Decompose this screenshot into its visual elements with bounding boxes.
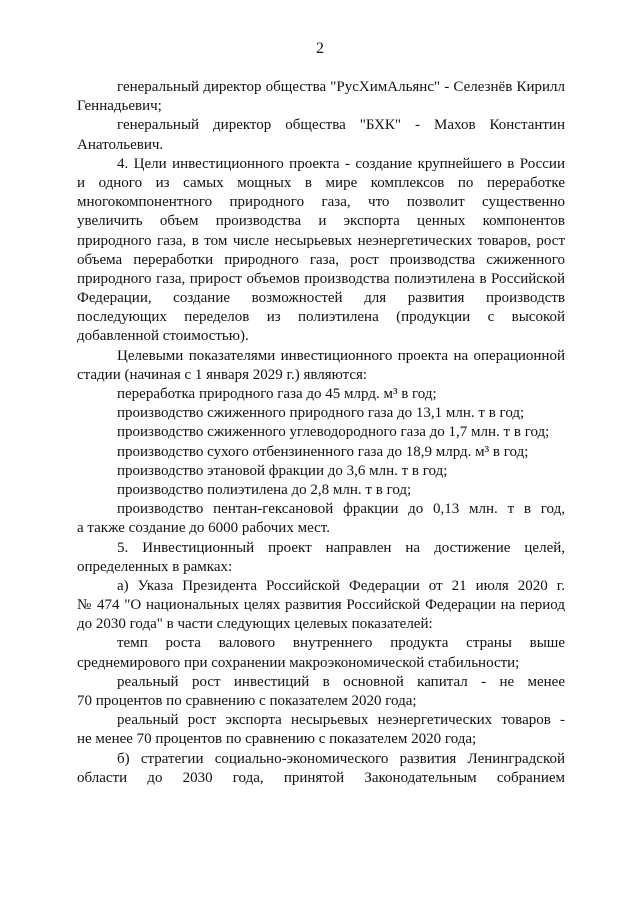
page-number: 2 (316, 40, 324, 57)
text-line: многокомпонентного природного газа, что позволит существенно (77, 194, 565, 211)
text-line: природного газа, в том числе несырьевых неэнергетических товаров, рост (77, 232, 565, 249)
text-line: стадии (начиная с 1 января 2029 г.) являются: (77, 366, 368, 383)
text-line: последующих переделов из полиэтилена (продукции с высокой (77, 309, 565, 326)
text-line: переработка природного газа до 45 млрд. м³ в год; (117, 386, 437, 402)
text-line: Федерации, создание возможностей для развития производств (77, 290, 565, 307)
text-line: а) Указа Президента Российской Федерации от 21 июля 2020 г. (117, 577, 565, 594)
text-line: 4. Цели инвестиционного проекта - создание крупнейшего в России (117, 155, 565, 172)
text-line: увеличить объем производства и экспорта ценных компонентов (77, 213, 565, 230)
text-line: области до 2030 года, принятой Законодательным собранием (77, 769, 565, 786)
text-line: темп роста валового внутреннего продукта страны выше (117, 635, 565, 652)
text-line: добавленной стоимостью). (77, 328, 249, 345)
text-line: производство этановой фракции до 3,6 млн. т в год; (117, 462, 448, 479)
text-line: Анатольевич. (77, 136, 164, 153)
text-line: природного газа, прирост объемов производства полиэтилена в Российской (77, 270, 565, 287)
text-line: генеральный директор общества "БХК" - Махов Константин (117, 117, 565, 134)
text-line: и одного из самых мощных в мире комплексов по переработке (77, 174, 565, 191)
text-line: определенных в рамках: (77, 558, 233, 575)
text-line: Геннадьевич; (77, 98, 162, 115)
text-line: производство сухого отбензиненного газа до 18,9 млрд. м³ в год; (117, 443, 529, 460)
text-line: б) стратегии социально-экономического развития Ленинградской (117, 750, 565, 767)
text-line: реальный рост инвестиций в основной капитал - не менее (117, 673, 565, 690)
text-line: генеральный директор общества "РусХимАльянс" - Селезнёв Кирилл (117, 79, 565, 95)
text-line: не менее 70 процентов по сравнению с показателем 2020 года; (77, 731, 477, 748)
text-line: а также создание до 6000 рабочих мест. (77, 520, 330, 537)
text-line: среднемирового при сохранении макроэкономической стабильности; (77, 654, 520, 671)
text-line: производство пентан-гексановой фракции до 0,13 млн. т в год, (117, 501, 565, 518)
text-line: производство полиэтилена до 2,8 млн. т в год; (117, 481, 412, 498)
text-line: 70 процентов по сравнению с показателем 2020 года; (77, 693, 417, 709)
text-line: № 474 "О национальных целях развития Российской Федерации на период (77, 597, 565, 614)
text-line: до 2030 года" в части следующих целевых показателей: (77, 616, 433, 633)
text-line: реальный рост экспорта несырьевых неэнергетических товаров - (117, 712, 565, 729)
text-line: Целевыми показателями инвестиционного проекта на операционной (117, 347, 565, 364)
text-line: 5. Инвестиционный проект направлен на достижение целей, (117, 539, 565, 556)
text-line: производство сжиженного углеводородного газа до 1,7 млн. т в год; (117, 424, 550, 441)
document-body (77, 78, 565, 788)
text-line: производство сжиженного природного газа до 13,1 млн. т в год; (117, 405, 525, 422)
text-line: объема переработки природного газа, рост производства сжиженного (77, 251, 565, 268)
